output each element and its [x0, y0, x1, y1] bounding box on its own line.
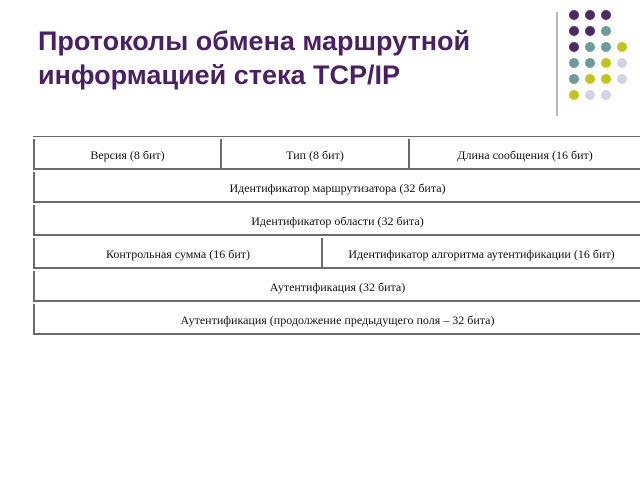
decorative-dot: [617, 42, 627, 52]
table-cell-auth-algorithm-id: Идентификатор алгоритма аутентификации (16 бит): [348, 246, 615, 261]
decorative-dot: [601, 42, 611, 52]
slide-title: [38, 24, 548, 92]
table-row: [33, 172, 640, 203]
decorative-dot: [617, 58, 627, 68]
table-row: [33, 271, 640, 302]
table-row: [33, 139, 640, 170]
table-row: [33, 238, 640, 269]
table-row: [33, 304, 640, 335]
slide-title-line-1: Протоколы обмена маршрутной: [38, 26, 471, 56]
decorative-dot: [569, 26, 579, 36]
table-cell-checksum: Контрольная сумма (16 бит): [35, 238, 323, 267]
table-cell-area-id: Идентификатор области (32 бита): [251, 213, 424, 228]
ospf-packet-format-table: [33, 136, 640, 335]
slide-title-line-2: информацией стека TCP/IP: [38, 60, 401, 90]
decorative-dot: [601, 26, 611, 36]
decorative-dot: [569, 58, 579, 68]
table-cell-message-length: Длина сообщения (16 бит): [457, 147, 593, 162]
table-cell-authentication: Аутентификация (32 бита): [269, 279, 406, 294]
decorative-dot: [585, 58, 595, 68]
table-cell-version: Версия (8 бит): [35, 139, 222, 168]
table-row: [33, 205, 640, 236]
decorative-dot: [569, 90, 579, 100]
decorative-dot: [585, 26, 595, 36]
decorative-dot: [617, 74, 627, 84]
decorative-dot: [569, 10, 579, 20]
decorative-divider-line: [556, 12, 558, 116]
decorative-dot: [585, 10, 595, 20]
table-cell-authentication-continued: Аутентификация (продолжение предыдущего поля – 32 бита): [180, 312, 495, 327]
decorative-dot: [601, 58, 611, 68]
decorative-dot: [601, 90, 611, 100]
decorative-dot: [585, 90, 595, 100]
table-cell-router-id: Идентификатор маршрутизатора (32 бита): [229, 180, 446, 195]
decorative-dot: [569, 74, 579, 84]
table-cell-type: Тип (8 бит): [222, 139, 410, 168]
decorative-dot-grid: [561, 6, 640, 110]
decorative-dot: [585, 42, 595, 52]
decorative-dot: [569, 42, 579, 52]
decorative-dot: [601, 10, 611, 20]
decorative-dot: [585, 74, 595, 84]
decorative-dot: [601, 74, 611, 84]
